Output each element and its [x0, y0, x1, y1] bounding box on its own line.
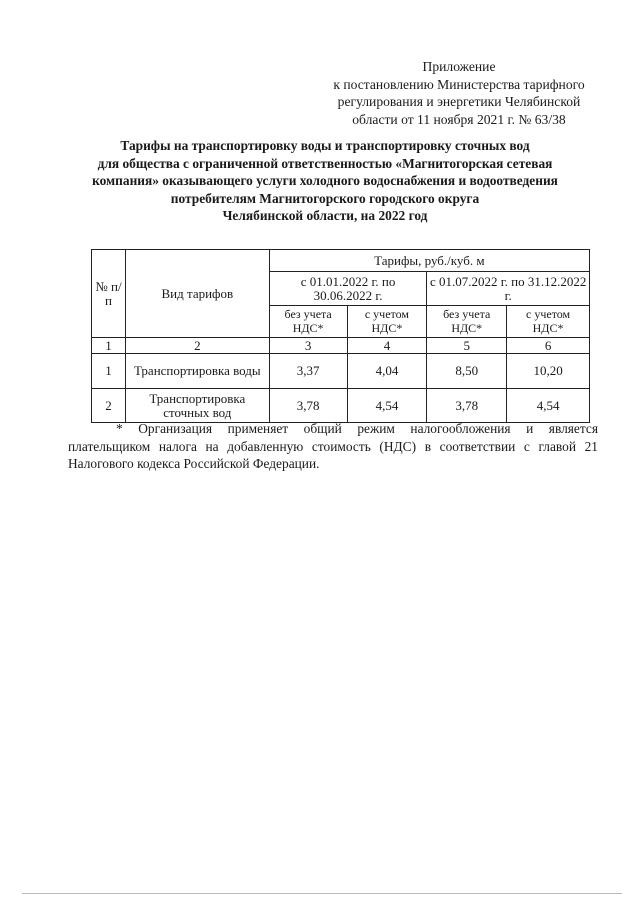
row-tariff-kind: Транспортировка сточных вод	[125, 389, 269, 423]
row-p1-with-vat: 4,04	[347, 354, 427, 389]
title-line: компания» оказывающего услуги холодного водоснабжения и водоотведения	[92, 173, 558, 188]
footnote-line: плательщиком налога на добавленную стоимость (НДС) в соответствии с главой 21	[68, 438, 598, 454]
row-p1-without-vat: 3,37	[269, 354, 347, 389]
column-number: 5	[427, 338, 507, 354]
row-number: 1	[92, 354, 126, 389]
appendix-line: Приложение	[422, 59, 496, 74]
header-period-2: с 01.07.2022 г. по 31.12.2022 г.	[427, 272, 590, 306]
header-with-vat: с учетом НДС*	[507, 306, 590, 338]
footnote-line: * Организация применяет общий режим налогообложения и является	[116, 421, 598, 436]
table-row	[92, 354, 590, 389]
column-number: 2	[125, 338, 269, 354]
table-row	[92, 389, 590, 423]
column-number: 4	[347, 338, 427, 354]
column-numbers-row	[92, 338, 590, 354]
appendix-line: области от 11 ноября 2021 г. № 63/38	[352, 111, 566, 127]
row-p2-with-vat: 4,54	[507, 389, 590, 423]
page-bottom-edge	[22, 893, 622, 894]
title-line: потребителям Магнитогорского городского округа	[170, 190, 480, 206]
appendix-line: к постановлению Министерства тарифного	[333, 76, 585, 92]
table-header-row	[92, 250, 590, 272]
header-number: № п/п	[92, 250, 126, 338]
row-p2-with-vat: 10,20	[507, 354, 590, 389]
appendix-line: регулирования и энергетики Челябинской	[337, 94, 581, 109]
row-p2-without-vat: 8,50	[427, 354, 507, 389]
header-tariffs: Тарифы, руб./куб. м	[269, 250, 589, 272]
column-number: 1	[92, 338, 126, 354]
tariffs-table	[91, 249, 590, 423]
title-line: Челябинской области, на 2022 год	[222, 208, 428, 223]
header-without-vat: без учета НДС*	[269, 306, 347, 338]
title-line: Тарифы на транспортировку воды и транспортировку сточных вод	[120, 138, 530, 153]
title-line: для общества с ограниченной ответственностью «Магнитогорская сетевая	[97, 155, 553, 171]
row-p1-without-vat: 3,78	[269, 389, 347, 423]
row-p1-with-vat: 4,54	[347, 389, 427, 423]
vat-footnote	[68, 420, 598, 473]
row-p2-without-vat: 3,78	[427, 389, 507, 423]
appendix-note	[320, 58, 598, 128]
header-period-1: с 01.01.2022 г. по 30.06.2022 г.	[269, 272, 427, 306]
document-title	[60, 137, 590, 225]
column-number: 3	[269, 338, 347, 354]
row-number: 2	[92, 389, 126, 423]
column-number: 6	[507, 338, 590, 354]
footnote-line: Налогового кодекса Российской Федерации.	[68, 456, 320, 471]
header-tariff-kind: Вид тарифов	[125, 250, 269, 338]
header-without-vat: без учета НДС*	[427, 306, 507, 338]
header-with-vat: с учетом НДС*	[347, 306, 427, 338]
row-tariff-kind: Транспортировка воды	[125, 354, 269, 389]
